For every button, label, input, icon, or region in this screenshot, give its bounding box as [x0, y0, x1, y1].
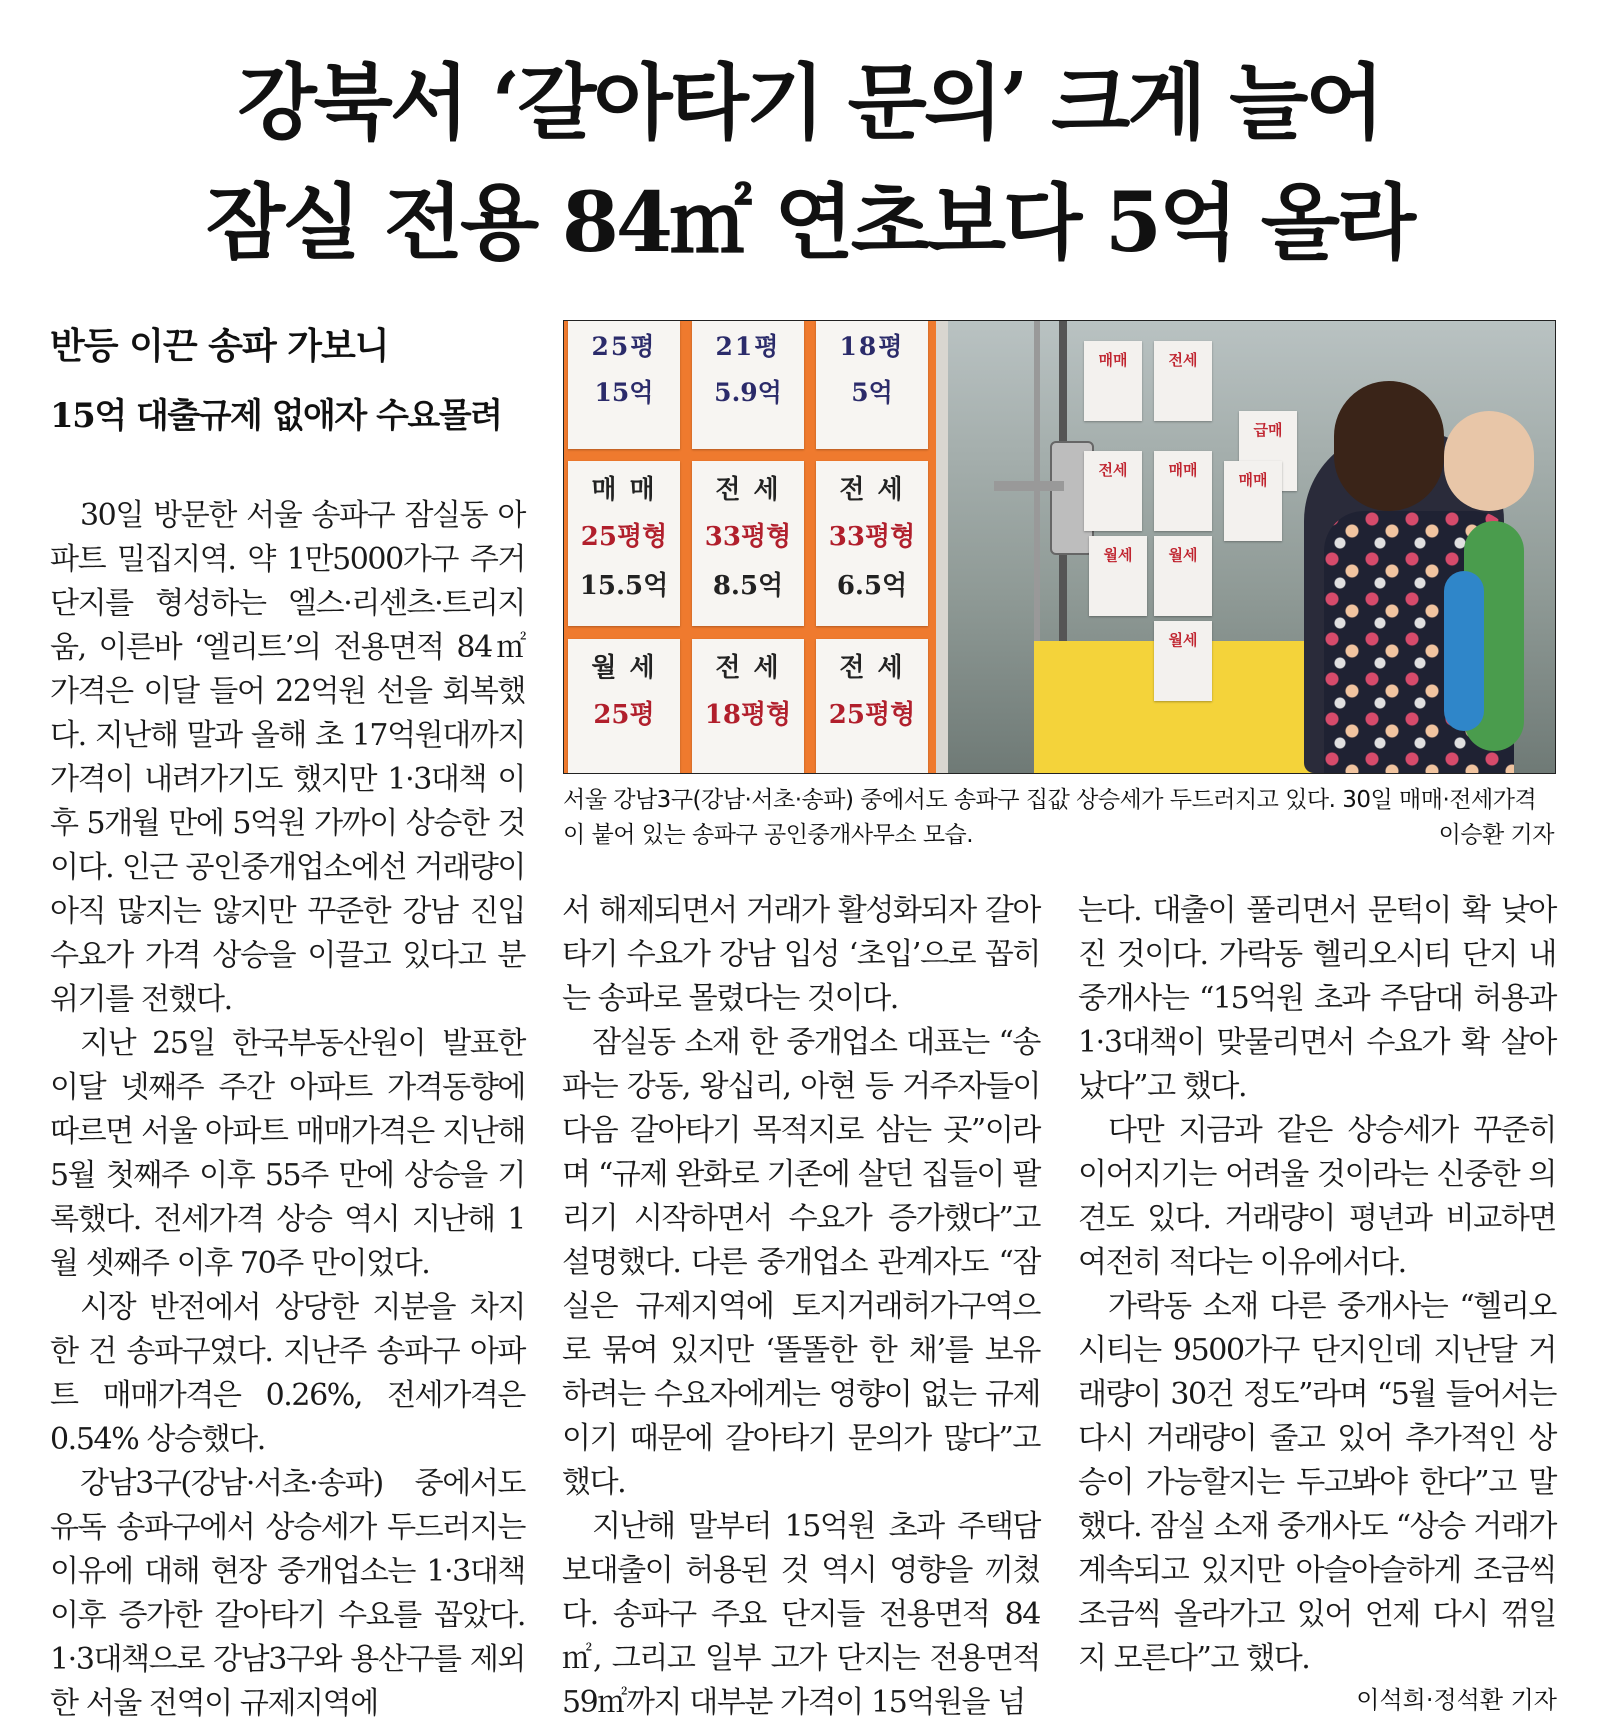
- deck-subtitle: 15억 대출규제 없애자 수요몰려: [50, 396, 502, 436]
- sign-text: 전 세: [715, 653, 781, 683]
- sign-text: 6.5억: [836, 571, 908, 601]
- sign-text: 25평: [593, 700, 655, 730]
- paragraph: 30일 방문한 서울 송파구 잠실동 아파트 밀집지역. 약 1만5000가구 주거단지를 형성하는 엘스·리센츠·트리지움, 이른바 ‘엘리트’의 전용면적 84㎡ 가격은 이달 들어 22억원 선을 회복했다. 지난해 말과 올해 초 17억원대까지 가격이 내려가기도 했지만 1·3대책 이후 5개월 만에 5억원 가까이 상승한 것이다. 인근 공인중개업소에선 거래량이 아직 많지는 않지만 꾸준한 강남 진입 수요가 가격 상승을 이끌고 있다고 분위기를 전했다.: [50, 498, 525, 1017]
- paragraph: 는다. 대출이 풀리면서 문턱이 확 낮아진 것이다. 가락동 헬리오시티 단지 내 중개사는 “15억원 초과 주담대 허용과 1·3대책이 맞물리면서 수요가 확 살아났다”고 했다.: [1078, 893, 1556, 1104]
- article-column-2: [562, 889, 1040, 1725]
- price-sign: [692, 321, 804, 449]
- sign-text: 25평: [591, 332, 657, 361]
- byline: 이석희·정석환 기자: [1356, 1686, 1557, 1714]
- article-column-3: [1078, 889, 1556, 1681]
- sign-text: 18평: [839, 332, 905, 361]
- listing-note: 매매: [1224, 461, 1282, 541]
- price-sign: [816, 639, 928, 774]
- paragraph: 시장 반전에서 상당한 지분을 차지한 건 송파구였다. 지난주 송파구 아파트 매매가격은 0.26%, 전세가격은 0.54% 상승했다.: [50, 1290, 525, 1457]
- sign-text: 25평형: [828, 700, 916, 730]
- paragraph: 강남3구(강남·서초·송파) 중에서도 유독 송파구에서 상승세가 두드러지는 이유에 대해 현장 중개업소는 1·3대책 이후 증가한 갈아타기 수요를 꼽았다. 1·3대책으로 강남3구와 용산구를 제외한 서울 전역이 규제지역에: [50, 1466, 525, 1721]
- paragraph: 지난 25일 한국부동산원이 발표한 이달 넷째주 주간 아파트 가격동향에 따르면 서울 아파트 매매가격은 지난해 5월 첫째주 이후 55주 만에 상승을 기록했다. 전세가격 상승 역시 지난해 1월 셋째주 이후 70주 만이었다.: [50, 1026, 525, 1281]
- sign-text: 15.5억: [579, 571, 669, 601]
- price-sign: [568, 321, 680, 449]
- paragraph: 가락동 소재 다른 중개사는 “헬리오시티는 9500가구 단지인데 지난달 거래량이 30건 정도”라며 “5월 들어서는 다시 거래량이 줄고 있어 추가적인 상승이 가능할지는 두고봐야 한다”고 말했다. 잠실 소재 중개사도 “상승 거래가 계속되고 있지만 아슬아슬하게 조금씩 조금씩 올라가고 있어 언제 다시 꺾일지 모른다”고 했다.: [1078, 1289, 1556, 1676]
- sign-text: 15억: [594, 378, 654, 407]
- price-sign: [816, 461, 928, 626]
- price-sign: [568, 461, 680, 626]
- photo-caption: 서울 강남3구(강남·서초·송파) 중에서도 송파구 집값 상승세가 두드러지고 있다. 30일 매매·전세가격이 붙어 있는 송파구 공인중개사무소 모습.: [563, 787, 1537, 848]
- photo-credit: 이승환 기자: [1438, 822, 1554, 848]
- listing-note: 급매: [1239, 411, 1297, 491]
- headline-line-2: 잠실 전용 84㎡ 연초보다 5억 올라: [205, 175, 1414, 271]
- sign-text: 전 세: [839, 653, 905, 683]
- price-sign: [692, 461, 804, 626]
- listing-note: 월세: [1089, 536, 1147, 616]
- sign-text: 21평: [715, 332, 781, 361]
- headline-line-1: 강북서 ‘갈아타기 문의’ 크게 늘어: [237, 55, 1382, 151]
- paragraph: 지난해 말부터 15억원 초과 주택담보대출이 허용된 것 역시 영향을 끼쳤다. 송파구 주요 단지들 전용면적 84㎡, 그리고 일부 고가 단지는 전용면적 59㎡까지 대부분 가격이 15억원을 넘: [562, 1509, 1040, 1720]
- price-sign: [692, 639, 804, 774]
- kicker: 반등 이끈 송파 가보니: [50, 326, 389, 367]
- paragraph: 다만 지금과 같은 상승세가 꾸준히 이어지기는 어려울 것이라는 신중한 의견도 있다. 거래량이 평년과 비교하면 여전히 적다는 이유에서다.: [1078, 1113, 1556, 1280]
- article-column-1: [50, 494, 525, 1726]
- sign-text: 8.5억: [712, 571, 784, 601]
- listing-note: 월세: [1154, 536, 1212, 616]
- sign-text: 5.9억: [714, 378, 782, 407]
- sign-text: 33평형: [828, 522, 916, 552]
- listing-note: 매매: [1084, 341, 1142, 421]
- paragraph: 잠실동 소재 한 중개업소 대표는 “송파는 강동, 왕십리, 아현 등 거주자들이 다음 갈아타기 목적지로 삼는 곳”이라며 “규제 완화로 기존에 살던 집들이 팔리기 시작하면서 수요가 증가했다”고 설명했다. 다른 중개업소 관계자도 “잠실은 규제지역에 토지거래허가구역으로 묶여 있지만 ‘똘똘한 한 채’를 보유하려는 수요자에게는 영향이 없는 규제이기 때문에 갈아타기 문의가 많다”고 했다.: [562, 1025, 1040, 1500]
- price-sign: [816, 321, 928, 449]
- listing-note: 매매: [1154, 451, 1212, 531]
- sign-text: 전 세: [715, 475, 781, 505]
- sign-text: 5억: [851, 378, 893, 407]
- price-sign: [568, 639, 680, 774]
- listing-note: 전세: [1084, 451, 1142, 531]
- paragraph: 서 해제되면서 거래가 활성화되자 갈아타기 수요가 강남 입성 ‘초입’으로 꼽히는 송파로 몰렸다는 것이다.: [562, 893, 1040, 1016]
- sign-text: 33평형: [704, 522, 792, 552]
- listing-note: 전세: [1154, 341, 1212, 421]
- sign-text: 월 세: [591, 653, 657, 683]
- sign-text: 매 매: [591, 475, 657, 505]
- sign-text: 18평형: [704, 700, 792, 730]
- sign-text: 전 세: [839, 475, 905, 505]
- listing-note: 월세: [1154, 621, 1212, 701]
- sign-text: 25평형: [580, 522, 668, 552]
- photo-caption-block: [563, 783, 1554, 853]
- news-photo: [563, 320, 1556, 774]
